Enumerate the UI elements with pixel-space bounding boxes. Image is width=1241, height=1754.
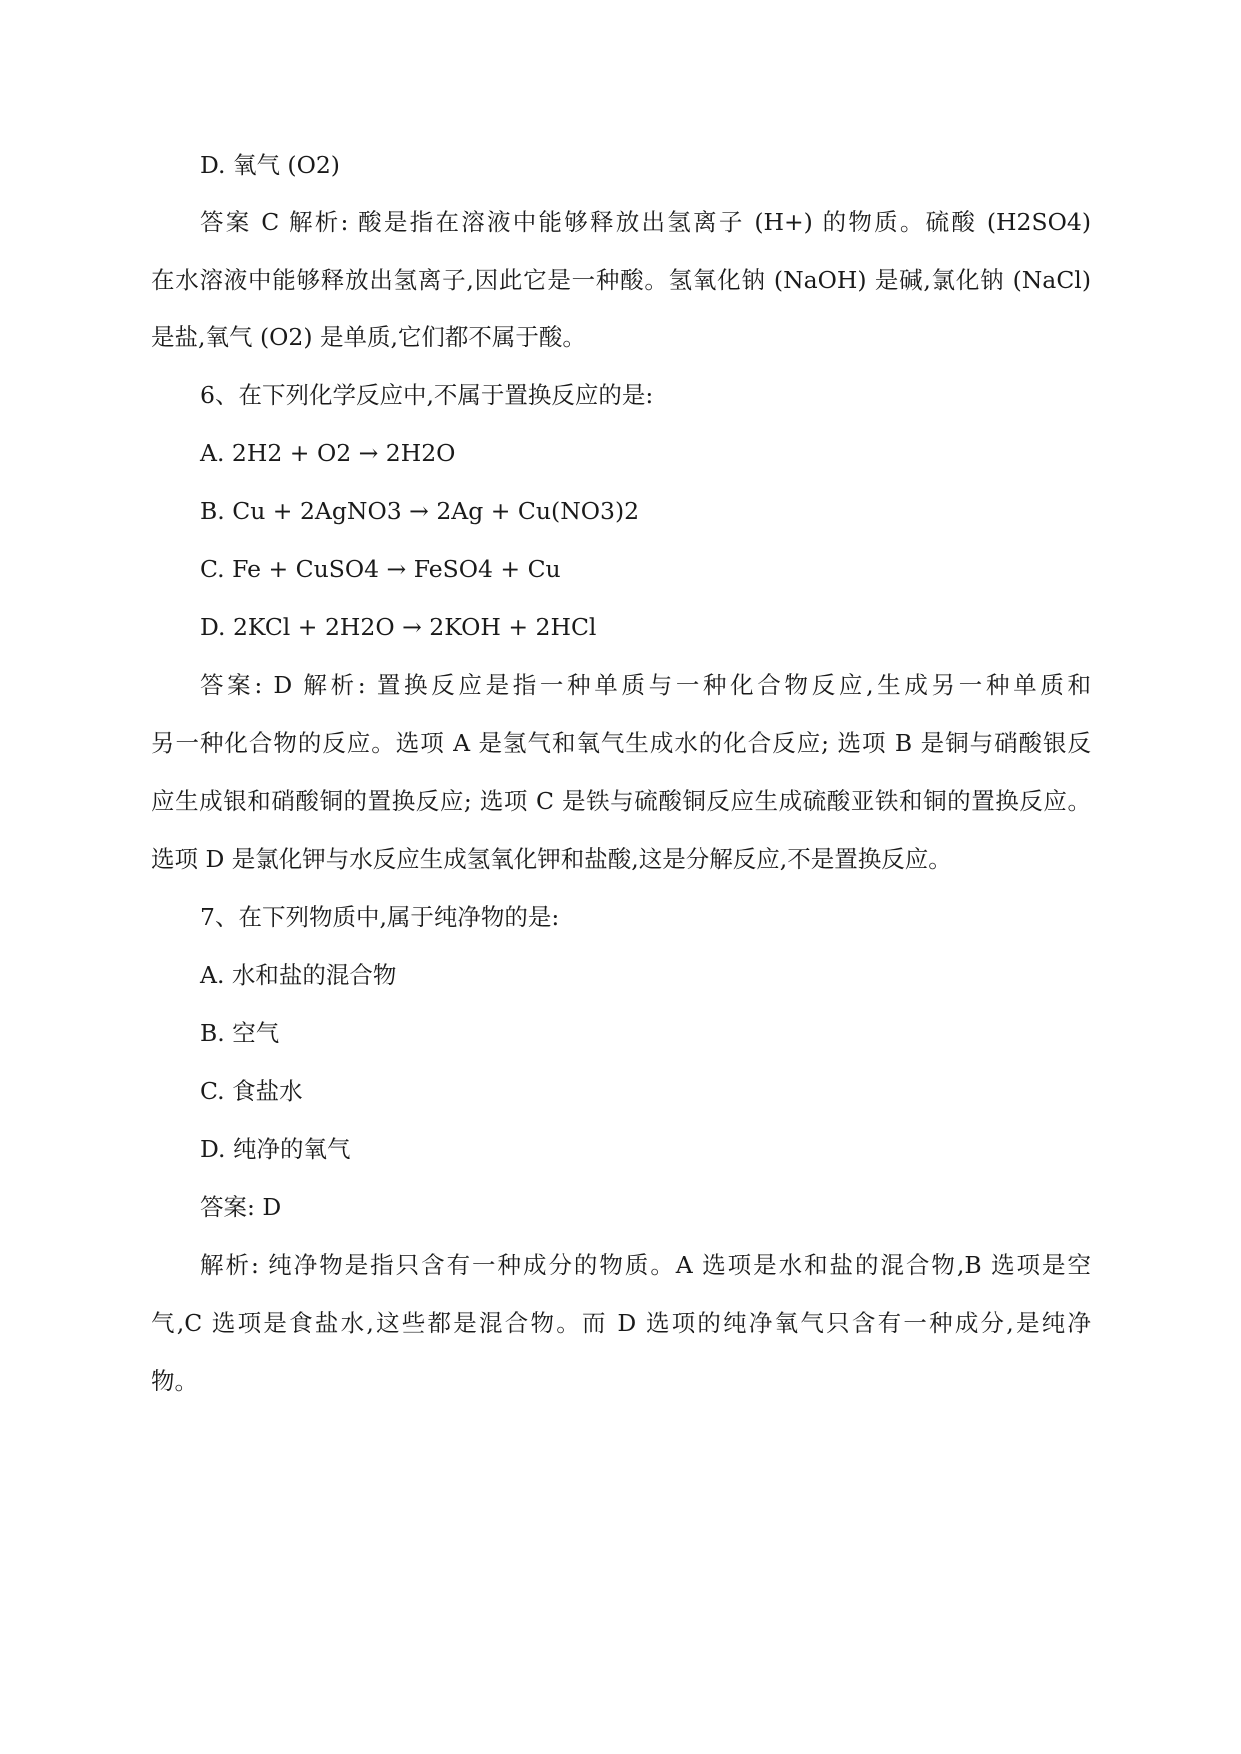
q6-option-a: A. 2H2 + O2 → 2H2O	[200, 439, 456, 467]
q7-question: 7、在下列物质中,属于纯净物的是:	[200, 903, 560, 931]
q6-option-c: C. Fe + CuSO4 → FeSO4 + Cu	[200, 555, 561, 583]
q6-option-d: D. 2KCl + 2H2O → 2KOH + 2HCl	[200, 613, 597, 641]
q5-answer-line: 答案 C 解析: 酸是指在溶液中能够释放出氢离子 (H+) 的物质。硫酸 (H2SO4)	[200, 208, 1091, 236]
q7-option-b: B. 空气	[200, 1019, 280, 1047]
q6-explanation-line2: 另一种化合物的反应。选项 A 是氢气和氧气生成水的化合反应; 选项 B 是铜与硝酸银反	[151, 729, 1091, 757]
q6-explanation-line4: 选项 D 是氯化钾与水反应生成氢氧化钾和盐酸,这是分解反应,不是置换反应。	[151, 845, 952, 873]
q5-option-d: D. 氧气 (O2)	[200, 151, 340, 179]
q6-question: 6、在下列化学反应中,不属于置换反应的是:	[200, 381, 654, 409]
q5-explanation-line2: 在水溶液中能够释放出氢离子,因此它是一种酸。氢氧化钠 (NaOH) 是碱,氯化钠 (NaCl)	[151, 266, 1091, 294]
q6-explanation-line3: 应生成银和硝酸铜的置换反应; 选项 C 是铁与硫酸铜反应生成硫酸亚铁和铜的置换反应。	[151, 787, 1091, 815]
q7-explanation-line2: 气,C 选项是食盐水,这些都是混合物。而 D 选项的纯净氧气只含有一种成分,是纯净	[151, 1309, 1091, 1337]
q7-option-a: A. 水和盐的混合物	[200, 961, 397, 989]
q7-explanation-line1: 解析: 纯净物是指只含有一种成分的物质。A 选项是水和盐的混合物,B 选项是空	[200, 1251, 1091, 1279]
q6-answer-line: 答案: D 解析: 置换反应是指一种单质与一种化合物反应,生成另一种单质和	[200, 671, 1091, 699]
q5-explanation-line3: 是盐,氧气 (O2) 是单质,它们都不属于酸。	[151, 323, 586, 351]
q6-option-b: B. Cu + 2AgNO3 → 2Ag + Cu(NO3)2	[200, 497, 640, 525]
q7-option-d: D. 纯净的氧气	[200, 1135, 351, 1163]
q7-explanation-line3: 物。	[151, 1367, 198, 1395]
q7-option-c: C. 食盐水	[200, 1077, 303, 1105]
q7-answer: 答案: D	[200, 1193, 282, 1221]
